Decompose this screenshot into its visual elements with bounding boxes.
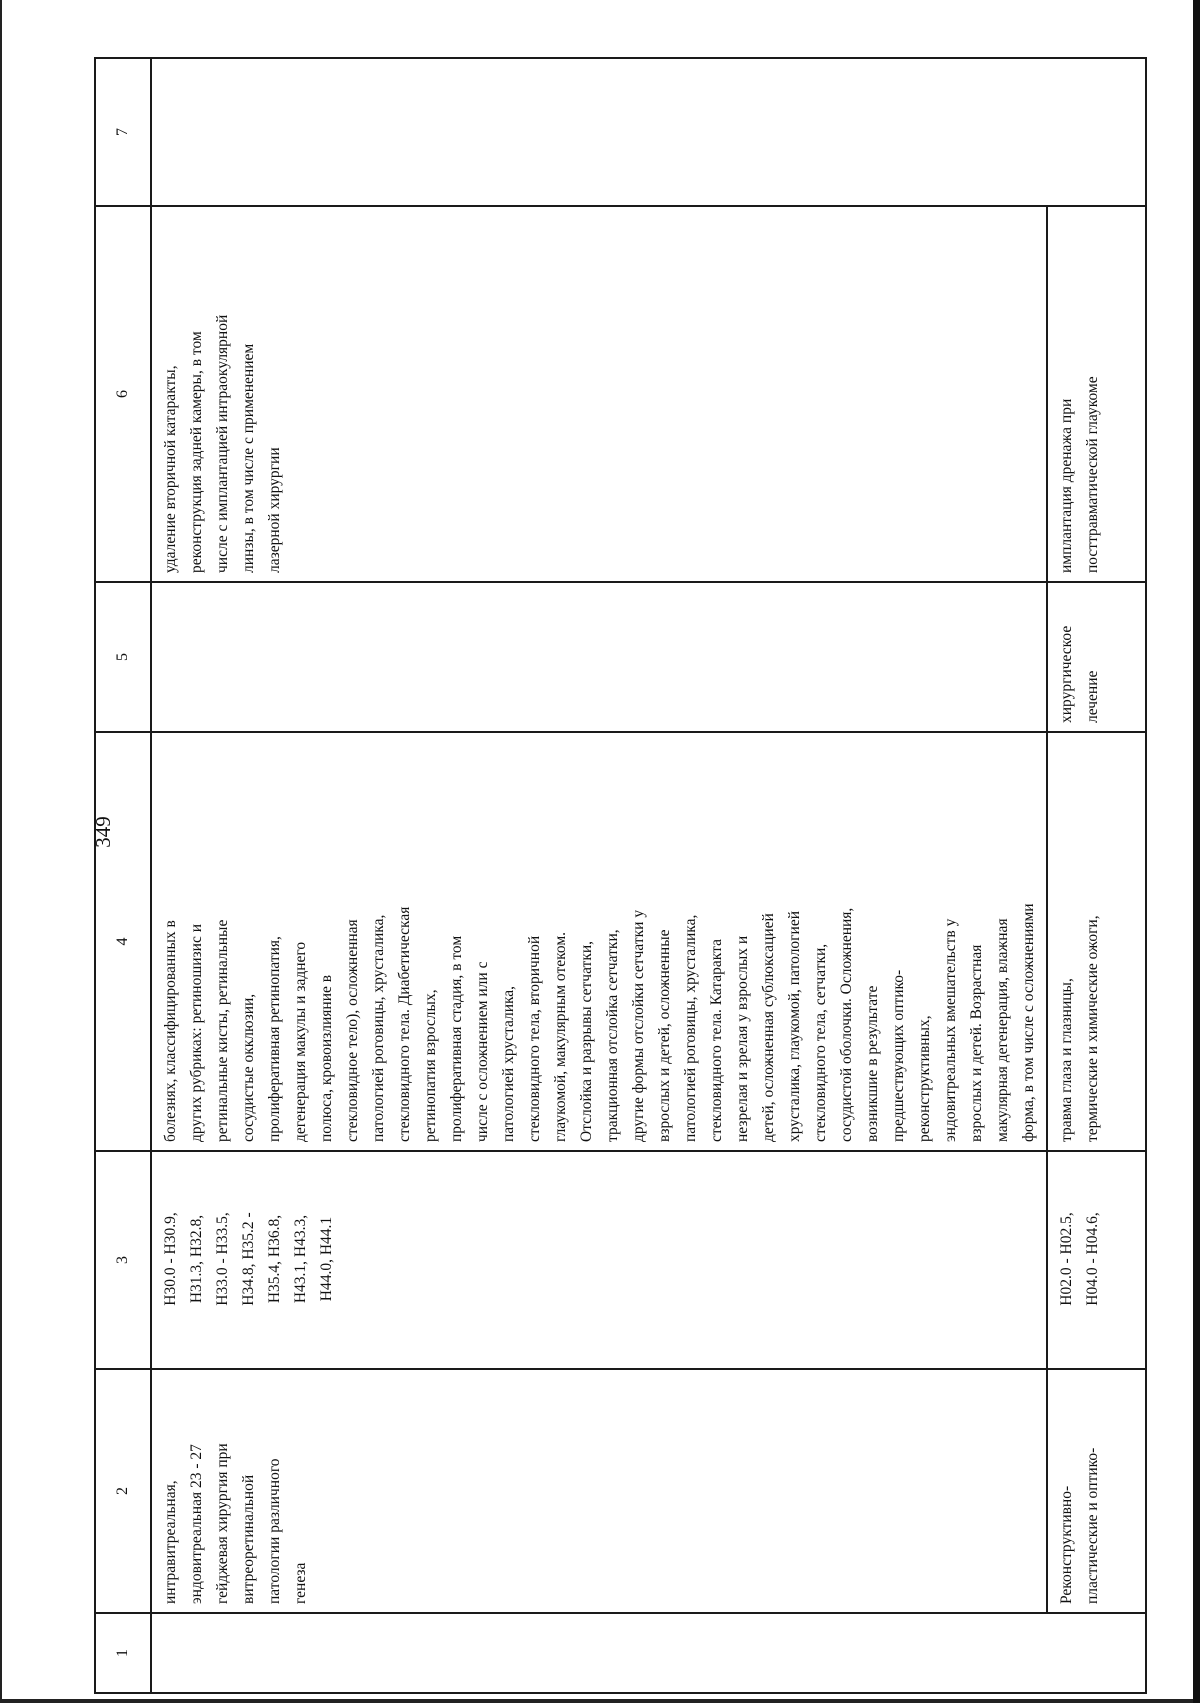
cell-standard-cost (151, 58, 1146, 206)
header-col-4: 4 (95, 732, 151, 1151)
cell-icd-codes: H02.0 - H02.5, H04.0 - H04.6, (1047, 1151, 1146, 1369)
header-col-3: 3 (95, 1151, 151, 1369)
header-col-1: 1 (95, 1613, 151, 1693)
cell-treatment-type: хирургическое лечение (1047, 582, 1146, 732)
page-number: 349 (91, 816, 115, 848)
scan-edge-left (0, 0, 2, 1703)
header-col-2: 2 (95, 1369, 151, 1613)
cell-treatment-method: удаление вторичной катаракты, реконструкция задней камеры, в том числе с имплантацией интраокулярной линзы, в том числе с применением лазерной хирургии (151, 206, 1047, 582)
scan-edge-right (1193, 0, 1200, 1703)
cell-icd-codes: H30.0 - H30.9, H31.3, H32.8, H33.0 - H33.5, H34.8, H35.2 - H35.4, H36.8, H43.1, H43.3, H44.0, H44.1 (151, 1151, 1047, 1369)
cell-treatment-method: имплантация дренажа при посттравматической глаукоме (1047, 206, 1146, 582)
medical-procedures-table (94, 59, 1101, 1694)
cell-number (151, 1613, 1146, 1693)
header-col-6: 6 (95, 206, 151, 582)
header-col-5: 5 (95, 582, 151, 732)
scan-edge-bottom (0, 1699, 1200, 1703)
table (94, 57, 1147, 1694)
header-row (95, 58, 151, 1693)
header-col-7: 7 (95, 58, 151, 206)
cell-patient-model: болезнях, классифицированных в других рубриках: ретиношизис и ретинальные кисты, ретинальные сосудистые окклюзии, пролиферативная ретинопатия, дегенерация макулы и заднего полюса, кровоизлияние в стекловидное тело), осложненная патологией роговицы, хрусталика, стекловидного тела. Диабетическая ретинопатия взрослых, пролиферативная стадия, в том числе с осложнением или с патологией хрусталика, стекловидного тела, вторичной глаукомой, макулярным отеком. Отслойка и разрывы сетчатки, тракционная отслойка сетчатки, другие формы отслойки сетчатки у взрослых и детей, осложненные патологией роговицы, хрусталика, стекловидного тела. Катаракта незрелая и зрелая у взрослых и детей, осложненная сублюксацией хрусталика, глаукомой, патологией стекловидного тела, сетчатки, сосудистой оболочки. Осложнения, возникшие в результате предшествующих оптико- реконструктивных, эндовитреальных вмешательств у взрослых и детей. Возрастная макулярная дегенерация, влажная форма, в том числе с осложнениями (151, 732, 1047, 1151)
table-row (1047, 58, 1146, 1693)
cell-care-type: интравитреальная, эндовитреальная 23 - 27 гейджевая хирургия при витреоретинальной патологии различного генеза (151, 1369, 1047, 1613)
cell-treatment-type (151, 582, 1047, 732)
table-row (151, 58, 1047, 1693)
cell-care-type: Реконструктивно- пластические и оптико- (1047, 1369, 1146, 1613)
cell-patient-model: травма глаза и глазницы, термические и химические ожоги, (1047, 732, 1146, 1151)
